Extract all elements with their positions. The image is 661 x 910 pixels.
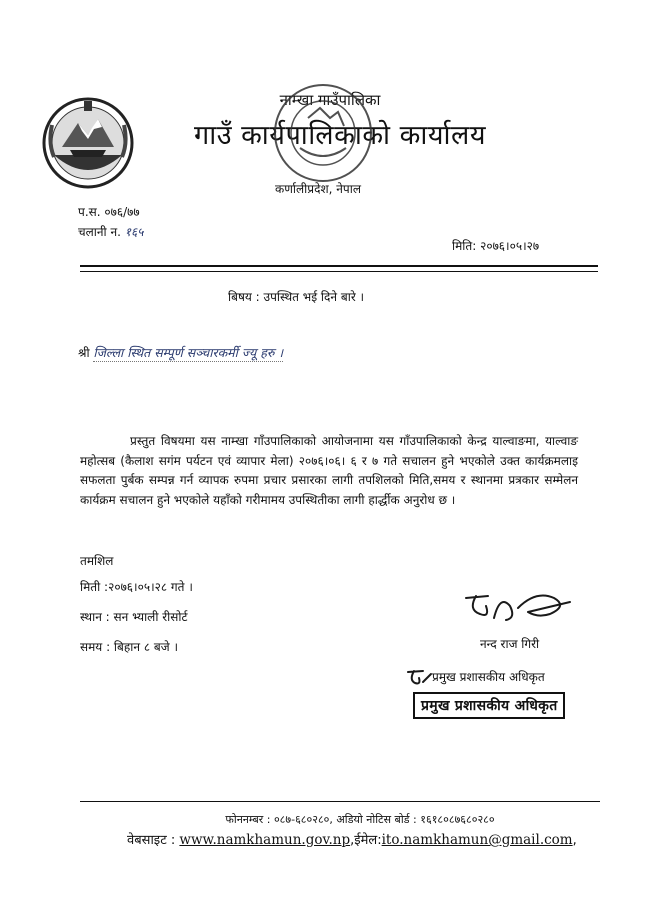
handwritten-signature bbox=[458, 588, 578, 628]
website-link[interactable]: www.namkhamun.gov.np bbox=[179, 832, 351, 848]
addressee-prefix: श्री bbox=[78, 346, 94, 360]
details-heading: तमशिल bbox=[80, 554, 114, 568]
letter-subject: बिषय : उपस्थित भई दिने बारे । bbox=[228, 290, 365, 304]
signer-title: प्रमुख प्रशासकीय अधिकृत bbox=[432, 670, 545, 684]
email-link[interactable]: ito.namkhamun@gmail.com bbox=[381, 832, 573, 848]
event-time: समय : बिहान ८ बजे । bbox=[80, 640, 179, 654]
footer-divider bbox=[80, 801, 600, 802]
province-address: कर्णालीप्रदेश, नेपाल bbox=[275, 182, 361, 196]
footer-contact: फोननम्बर : ०८७-६८०२८०, अडियो नोटिस बोर्ड : १६१८०८७६८०२८० bbox=[225, 813, 495, 826]
dispatch-number bbox=[78, 223, 143, 240]
office-round-stamp bbox=[268, 78, 378, 188]
email-suffix: , bbox=[572, 833, 577, 848]
letter-date: मिति: २०७६।०५।२७ bbox=[452, 239, 540, 253]
letter-body: प्रस्तुत विषयमा यस नाम्खा गाँउपालिकाको आयोजनामा यस गाँउपालिकाको केन्द्र याल्वाङमा, याल्वाङ महोत्सब (कैलाश सगंम पर्यटन एवं व्यापार मेला) २०७६।०६। ६ र ७ गते सचालन हुने भएकोले उक्त कार्यक्रमलाइ सफलता पुर्बक सम्पन्न गर्न व्यापक रुपमा प्रचार प्रसारका लागी तपशिलको मिति,समय र स्थानमा प्रत्रकार सम्मेलन कार्यक्रम सचालन हुने भएकोले यहाँको गरीमामय उपस्थितीका लागी हार्द्धीक अनुरोध छ । bbox=[80, 434, 578, 507]
header-divider-thin bbox=[80, 271, 598, 272]
designation-stamp: प्रमुख प्रशासकीय अधिकृत bbox=[413, 692, 565, 719]
website-label: वेबसाइट : bbox=[127, 833, 180, 848]
dispatch-handwritten-value: १६५ bbox=[124, 225, 144, 239]
handwritten-initial bbox=[405, 666, 433, 688]
header-divider-thick bbox=[80, 265, 598, 267]
event-place: स्थान : सन भ्याली रीसोर्ट bbox=[80, 610, 188, 624]
footer-web-line bbox=[127, 830, 577, 848]
office-title: गाउँ कार्यपालिकाको कार्यालय bbox=[194, 120, 486, 151]
email-label: ,ईमेल: bbox=[350, 833, 382, 848]
addressee-line bbox=[78, 344, 283, 361]
nepal-emblem-logo bbox=[40, 95, 136, 191]
event-date: मिती :२०७६।०५।२८ गते । bbox=[80, 580, 193, 594]
reference-number: प.स. ०७६/७७ bbox=[78, 205, 140, 219]
addressee-handwritten: जिल्ला स्थित सम्पूर्ण सञ्चारकर्मी ज्यू हरु । bbox=[93, 345, 284, 360]
office-name: नाम्खा गाउँपालिका bbox=[279, 91, 381, 109]
dispatch-label: चलानी न. bbox=[78, 225, 125, 239]
signer-name: नन्द राज गिरी bbox=[480, 637, 540, 651]
